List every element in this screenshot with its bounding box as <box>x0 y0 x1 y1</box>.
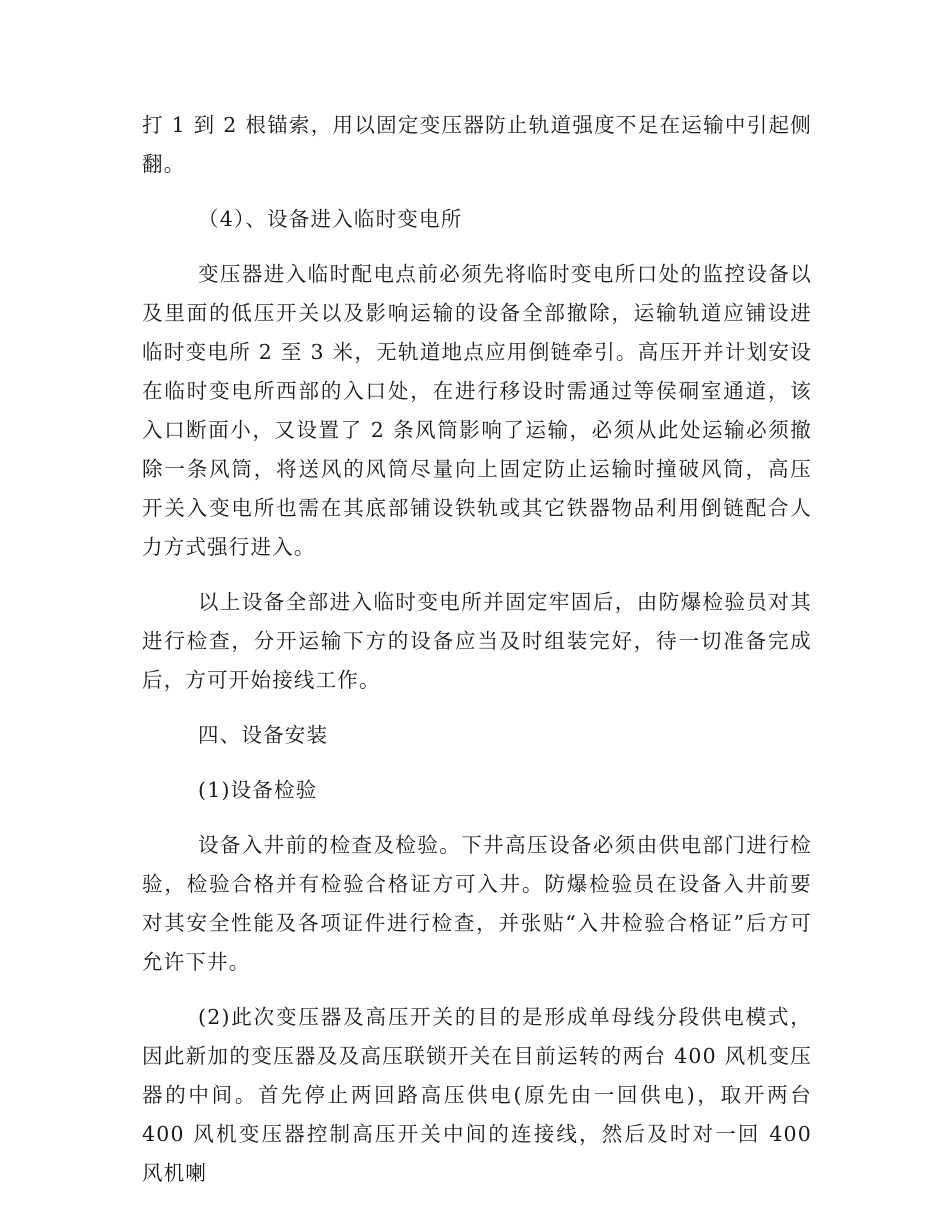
paragraph-pre-entry-inspection: 设备入井前的检查及检验。下井高压设备必须由供电部门进行检验，检验合格并有检验合格证方可入井。防爆检验员在设备入井前要对其安全性能及各项证件进行检查，并张贴“入井检验合格证”后方可允许下井。 <box>142 833 812 974</box>
paragraph-transformer-entry: 变压器进入临时配电点前必须先将临时变电所口处的监控设备以及里面的低压开关以及影响运输的设备全部撤除，运输轨道应铺设进临时变电所 2 至 3 米，无轨道地点应用倒链牵引。高压开并计划安设在临时变电所西部的入口处，在进行移设时需通过等侯硐室通道，该入口断面小，又设置了 2 条风筒影响了运输，必须从此处运输必须撤除一条风筒，将送风的风筒尽量向上固定防止运输时撞破风筒，高压开关入变电所也需在其底部铺设铁轨或其它铁器物品利用倒链配合人力方式强行进入。 <box>142 262 812 559</box>
paragraph-continuation: 打 1 到 2 根锚索，用以固定变压器防止轨道强度不足在运输中引起侧翻。 <box>142 113 812 176</box>
paragraph-inspection-before-wiring: 以上设备全部进入临时变电所并固定牢固后，由防爆检验员对其进行检查，分开运输下方的设备应当及时组装完好，待一切准备完成后，方可开始接线工作。 <box>142 590 812 692</box>
paragraph-single-busbar-mode: (2)此次变压器及高压开关的目的是形成单母线分段供电模式，因此新加的变压器及及高压联锁开关在目前运转的两台 400 风机变压器的中间。首先停止两回路高压供电(原先由一回供电)，取开两台 400 风机变压器控制高压开关中间的连接线，然后及时对一回 400 风机喇 <box>142 1005 812 1185</box>
section-heading-equipment-entry: （4）、设备进入临时变电所 <box>198 207 463 231</box>
subsection-heading-equipment-inspection: (1)设备检验 <box>198 778 318 802</box>
document-page <box>142 106 812 1209</box>
section-heading-installation: 四、设备安装 <box>198 723 329 747</box>
